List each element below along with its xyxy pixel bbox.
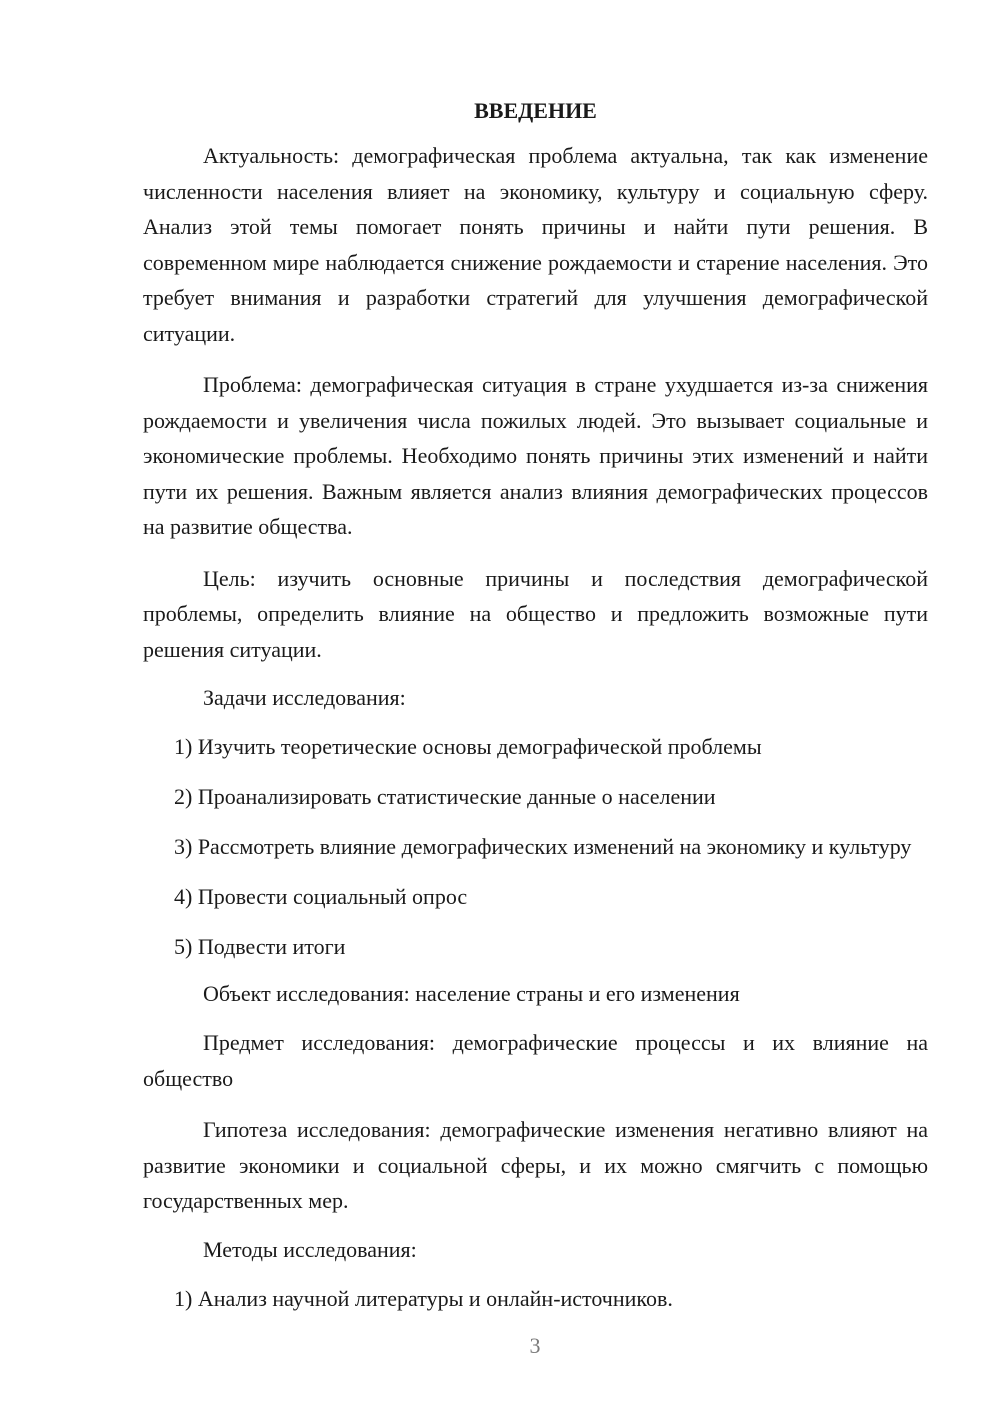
tasks-heading: Задачи исследования: [203, 685, 406, 710]
methods-heading: Методы исследования: [203, 1236, 417, 1262]
task-item-3: 3) Рассмотреть влияние демографических изменений на экономику и культуру [174, 834, 912, 859]
page-number: 3 [529, 1333, 541, 1358]
object-line: Объект исследования: население страны и его изменения [203, 981, 740, 1006]
problem-paragraph: Проблема: демографическая ситуация в стране ухудшается из-за снижения рождаемости и увеличения числа пожилых людей. Это вызывает социальные и экономические проблемы. Необходимо понять причины этих изменений и найти пути их решения. Важным является анализ влияния демографических процессов на развитие общества. [143, 372, 928, 539]
task-item-2: 2) Проанализировать статистические данные о населении [174, 784, 716, 809]
goal-paragraph: Цель: изучить основные причины и последствия демографической проблемы, определить влияние на общество и предложить возможные пути решения ситуации. [143, 565, 928, 662]
relevance-paragraph: Актуальность: демографическая проблема актуальна, так как изменение численности населения влияет на экономику, культуру и социальную сферу. Анализ этой темы помогает понять причины и найти пути решения. В современном мире наблюдается снижение рождаемости и старение населения. Это требует внимания и разработки стратегий для улучшения демографической ситуации. [143, 143, 928, 346]
task-item-1: 1) Изучить теоретические основы демографической проблемы [174, 734, 762, 759]
method-item-1: 1) Анализ научной литературы и онлайн-источников. [174, 1285, 673, 1311]
task-item-5: 5) Подвести итоги [174, 934, 346, 959]
page-title: ВВЕДЕНИЕ [474, 98, 597, 123]
subject-paragraph: Предмет исследования: демографические процессы и их влияние на общество [143, 1030, 928, 1091]
task-item-4: 4) Провести социальный опрос [174, 884, 468, 909]
hypothesis-paragraph: Гипотеза исследования: демографические изменения негативно влияют на развитие экономики и социальной сферы, и их можно смягчить с помощью государственных мер. [143, 1117, 928, 1213]
page-content [143, 96, 928, 1331]
